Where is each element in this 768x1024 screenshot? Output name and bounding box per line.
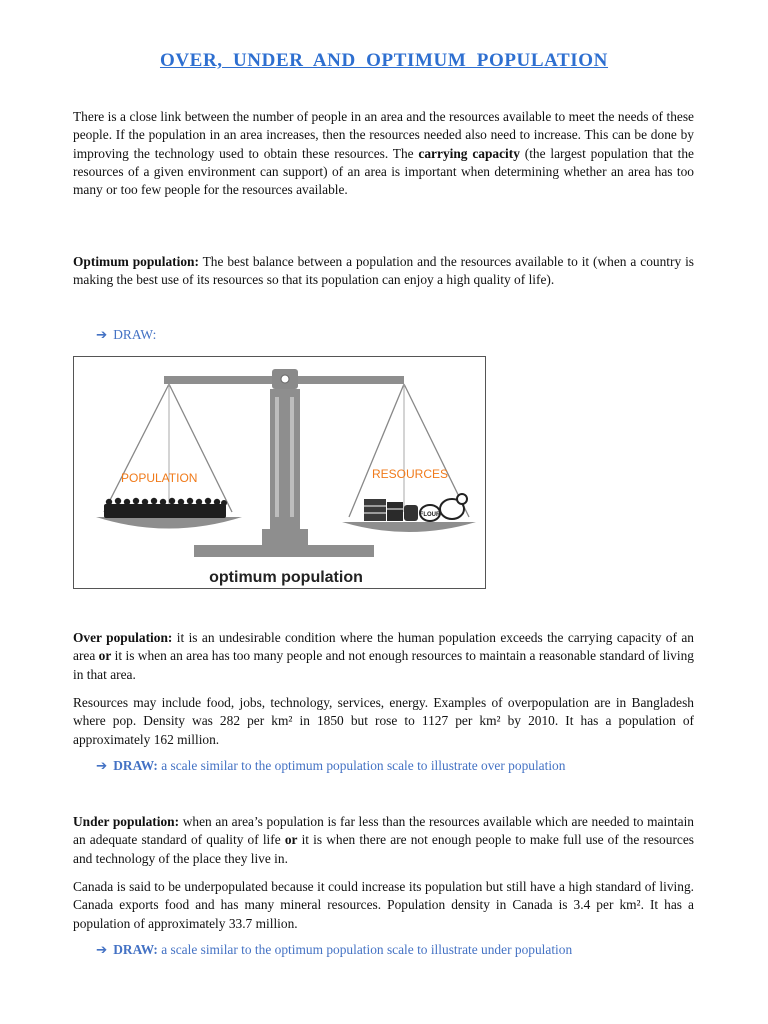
optimum-text: The best balance between a population and the resources available to it (when a country is making the best use of its resources so that its population can enjoy a high quality of life). — [73, 254, 694, 288]
under-population-examples: Canada is said to be underpopulated because it could increase its population but still have a high standard of living. Canada exports food and has many mineral resources. Population density in Canada is 3.4 per km². It has a population of approximately 33.7 million. — [73, 879, 694, 931]
draw-label: DRAW: — [113, 942, 158, 957]
population-label: POPULATION — [121, 471, 198, 485]
over-population-paragraph — [73, 629, 694, 684]
resources-label: RESOURCES — [372, 467, 449, 481]
draw-label: DRAW: — [113, 758, 158, 773]
intro-paragraph — [73, 108, 694, 199]
scale-column — [270, 389, 300, 529]
over-population-examples: Resources may include food, jobs, technology, services, energy. Examples of overpopulation are in Bangladesh where pop. Density was 282 per km² in 1850 but rose to 1127 per km² by 2010. It has a population of approximately 162 million. — [73, 695, 694, 747]
draw-text: a scale similar to the optimum population scale to illustrate under population — [157, 942, 573, 957]
intro-text-2: (the largest population that the resources of a given environment can support) of an area is important when determining whether an area has too many or too few people for the resources available. — [73, 145, 694, 198]
draw-label: DRAW: — [113, 327, 157, 342]
under-or: or — [284, 832, 298, 848]
page-title: OVER, UNDER AND OPTIMUM POPULATION — [159, 50, 609, 71]
carrying-capacity-term: carrying capacity — [418, 145, 520, 161]
over-text-1: it is an undesirable condition where the human population exceeds the carrying capacity of an area — [73, 630, 694, 664]
optimum-paragraph — [73, 253, 694, 290]
scale-base — [194, 545, 374, 557]
intro-text-1: There is a close link between the number of people in an area and the resources available to meet the needs of these people. If the population in an area increases, then the resources needed also need to increase. This can be done by improving the technology used to obtain these resources. The — [73, 109, 694, 161]
under-text-2: it is when there are not enough people to make full use of the resources and technology of the place they live in. — [73, 832, 694, 866]
under-population-paragraph — [73, 813, 694, 868]
over-text-2: it is when an area has too many people and not enough resources to maintain a reasonable standard of living in that area. — [73, 648, 694, 682]
figure-caption: optimum population — [209, 569, 363, 586]
draw-instruction-1 — [96, 327, 156, 343]
over-population-term: Over population: — [73, 630, 173, 645]
under-population-term: Under population: — [73, 814, 180, 829]
optimum-scale-figure — [73, 356, 486, 589]
flour-label: FLOUR — [419, 512, 441, 518]
arrow-right-icon: ➔ — [96, 943, 108, 958]
right-pan — [342, 522, 476, 532]
resources-items — [364, 494, 467, 521]
people-silhouettes — [104, 498, 227, 518]
arrow-right-icon: ➔ — [96, 759, 108, 774]
optimum-term: Optimum population: — [73, 254, 199, 269]
draw-text: a scale similar to the optimum population scale to illustrate over population — [157, 758, 566, 773]
arrow-right-icon: ➔ — [96, 328, 108, 343]
under-text-1: when an area’s population is far less than the resources available which are needed to maintain an adequate standard of quality of life — [73, 814, 694, 848]
left-pan — [96, 517, 242, 529]
over-or: or — [98, 648, 112, 664]
scale-base-upper — [262, 529, 308, 545]
draw-instruction-2 — [96, 758, 565, 774]
balance-scale-illustration — [74, 357, 485, 588]
draw-instruction-3 — [96, 942, 572, 958]
